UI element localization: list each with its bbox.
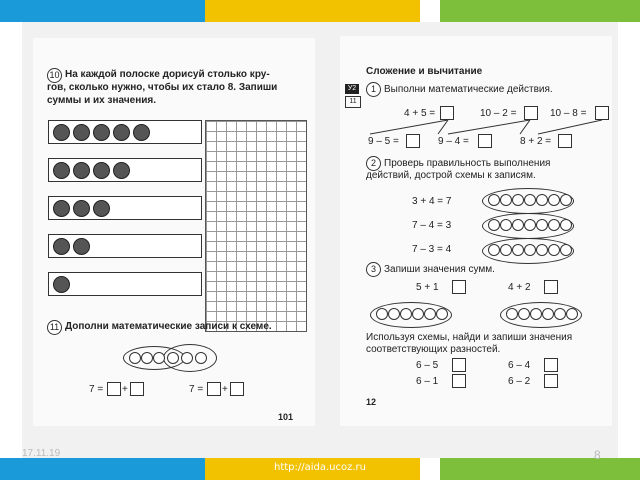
scheme-circle bbox=[554, 308, 566, 320]
scheme-circle bbox=[536, 194, 548, 206]
filled-circle bbox=[73, 124, 90, 141]
page-number: 101 bbox=[278, 412, 294, 422]
task-number-badge: 2 bbox=[366, 156, 381, 171]
band-yellow bbox=[205, 0, 420, 22]
sum-expression: 5 + 1 bbox=[416, 282, 439, 293]
filled-circle bbox=[73, 200, 90, 217]
scheme-circle bbox=[488, 219, 500, 231]
scheme-circle bbox=[488, 194, 500, 206]
plus-sign: + bbox=[122, 384, 128, 395]
task3-text2-line2: соответствующих разностей. bbox=[366, 344, 501, 355]
scheme-circle bbox=[524, 219, 536, 231]
expression: 10 – 8 = bbox=[550, 108, 587, 119]
scheme-circle bbox=[560, 219, 572, 231]
band-green bbox=[440, 0, 640, 22]
scheme-circle bbox=[153, 352, 165, 364]
scheme-circle bbox=[129, 352, 141, 364]
answer-box[interactable] bbox=[544, 358, 558, 372]
site-url[interactable]: http://aida.ucoz.ru bbox=[273, 462, 367, 473]
scheme-circle bbox=[512, 194, 524, 206]
task10-line2: гов, сколько нужно, чтобы их стало 8. Запиши bbox=[47, 82, 278, 93]
scheme-circle bbox=[181, 352, 193, 364]
answer-box[interactable] bbox=[452, 280, 466, 294]
answer-box[interactable] bbox=[230, 382, 244, 396]
filled-circle bbox=[93, 162, 110, 179]
scheme-circle bbox=[536, 219, 548, 231]
equation: 7 – 4 = 3 bbox=[412, 220, 452, 231]
expression: 9 – 4 = bbox=[438, 136, 469, 147]
scheme-circle bbox=[400, 308, 412, 320]
equation-left-label: 7 = bbox=[89, 384, 104, 395]
filled-circle bbox=[113, 124, 130, 141]
scheme-circle bbox=[500, 194, 512, 206]
filled-circle bbox=[113, 162, 130, 179]
scheme-circle bbox=[412, 308, 424, 320]
scheme-circle bbox=[536, 244, 548, 256]
filled-circle bbox=[93, 200, 110, 217]
right-textbook-page bbox=[340, 36, 612, 426]
dot-strip bbox=[48, 158, 202, 182]
expression: 9 – 5 = bbox=[368, 136, 399, 147]
left-textbook-page bbox=[33, 38, 315, 426]
equation: 3 + 4 = 7 bbox=[412, 196, 452, 207]
answer-box[interactable] bbox=[478, 134, 492, 148]
task-number-badge: 11 bbox=[47, 320, 62, 335]
lesson-badge: У2 bbox=[345, 84, 359, 94]
squared-grid bbox=[205, 120, 307, 332]
scheme-circle bbox=[512, 244, 524, 256]
scheme-circle bbox=[560, 244, 572, 256]
lesson-number: 11 bbox=[345, 96, 361, 108]
scheme-circle bbox=[141, 352, 153, 364]
scheme-circle bbox=[548, 194, 560, 206]
dot-strip bbox=[48, 120, 202, 144]
top-color-band bbox=[0, 0, 640, 22]
task-number-badge: 1 bbox=[366, 82, 381, 97]
difference-expression: 6 – 2 bbox=[508, 376, 531, 387]
filled-circle bbox=[73, 238, 90, 255]
scheme-circle bbox=[500, 244, 512, 256]
difference-expression: 6 – 4 bbox=[508, 360, 531, 371]
task3-text2-line1: Используя схемы, найди и запиши значения bbox=[366, 332, 573, 343]
scheme-circle bbox=[167, 352, 179, 364]
dot-strip bbox=[48, 234, 202, 258]
task10-line1: На каждой полоске дорисуй столько кру- bbox=[65, 69, 270, 80]
answer-box[interactable] bbox=[544, 374, 558, 388]
filled-circle bbox=[53, 238, 70, 255]
filled-circle bbox=[93, 124, 110, 141]
expression: 8 + 2 = bbox=[520, 136, 552, 147]
scheme-circle bbox=[388, 308, 400, 320]
dot-strip bbox=[48, 196, 202, 220]
expression: 4 + 5 = bbox=[404, 108, 436, 119]
scheme-circle bbox=[548, 219, 560, 231]
scheme-circle bbox=[542, 308, 554, 320]
scheme-circle bbox=[376, 308, 388, 320]
scheme-circle bbox=[560, 194, 572, 206]
scheme-circle bbox=[524, 244, 536, 256]
answer-box[interactable] bbox=[406, 134, 420, 148]
task2-line2: действий, дострой схемы к записям. bbox=[366, 170, 536, 181]
equation-right-label: 7 = bbox=[189, 384, 204, 395]
task1-text: Выполни математические действия. bbox=[384, 84, 553, 95]
answer-box[interactable] bbox=[558, 134, 572, 148]
scheme-circle bbox=[524, 194, 536, 206]
scheme-circle bbox=[566, 308, 578, 320]
scheme-circle bbox=[500, 219, 512, 231]
difference-expression: 6 – 1 bbox=[416, 376, 439, 387]
scheme-circle bbox=[506, 308, 518, 320]
scheme-circle bbox=[424, 308, 436, 320]
answer-box[interactable] bbox=[452, 374, 466, 388]
filled-circle bbox=[53, 276, 70, 293]
scheme-circle bbox=[512, 219, 524, 231]
answer-box[interactable] bbox=[452, 358, 466, 372]
task11-text: Дополни математические записи к схеме. bbox=[65, 321, 272, 332]
task-number-badge: 3 bbox=[366, 262, 381, 277]
equation: 7 – 3 = 4 bbox=[412, 244, 452, 255]
scheme-circle bbox=[195, 352, 207, 364]
sum-expression: 4 + 2 bbox=[508, 282, 531, 293]
scheme-circle bbox=[530, 308, 542, 320]
filled-circle bbox=[53, 162, 70, 179]
dot-strip bbox=[48, 272, 202, 296]
scheme-circle bbox=[518, 308, 530, 320]
scheme-circle bbox=[548, 244, 560, 256]
task10-line3: суммы и их значения. bbox=[47, 95, 157, 106]
slide-number: 8 bbox=[594, 448, 601, 462]
task-number-badge: 10 bbox=[47, 68, 62, 83]
plus-sign: + bbox=[222, 384, 228, 395]
filled-circle bbox=[53, 200, 70, 217]
answer-box[interactable] bbox=[544, 280, 558, 294]
answer-box[interactable] bbox=[130, 382, 144, 396]
filled-circle bbox=[73, 162, 90, 179]
page-number: 12 bbox=[366, 397, 377, 407]
scheme-circle bbox=[436, 308, 448, 320]
expression: 10 – 2 = bbox=[480, 108, 517, 119]
scheme-circle bbox=[488, 244, 500, 256]
filled-circle bbox=[133, 124, 150, 141]
slide-date: 17.11.19 bbox=[22, 448, 61, 459]
page-title: Сложение и вычитание bbox=[366, 66, 483, 77]
band-blue bbox=[0, 0, 205, 22]
difference-expression: 6 – 5 bbox=[416, 360, 439, 371]
task2-line1: Проверь правильность выполнения bbox=[384, 158, 551, 169]
answer-box[interactable] bbox=[207, 382, 221, 396]
band-white bbox=[420, 0, 440, 22]
answer-box[interactable] bbox=[107, 382, 121, 396]
filled-circle bbox=[53, 124, 70, 141]
task3-text: Запиши значения сумм. bbox=[384, 264, 495, 275]
